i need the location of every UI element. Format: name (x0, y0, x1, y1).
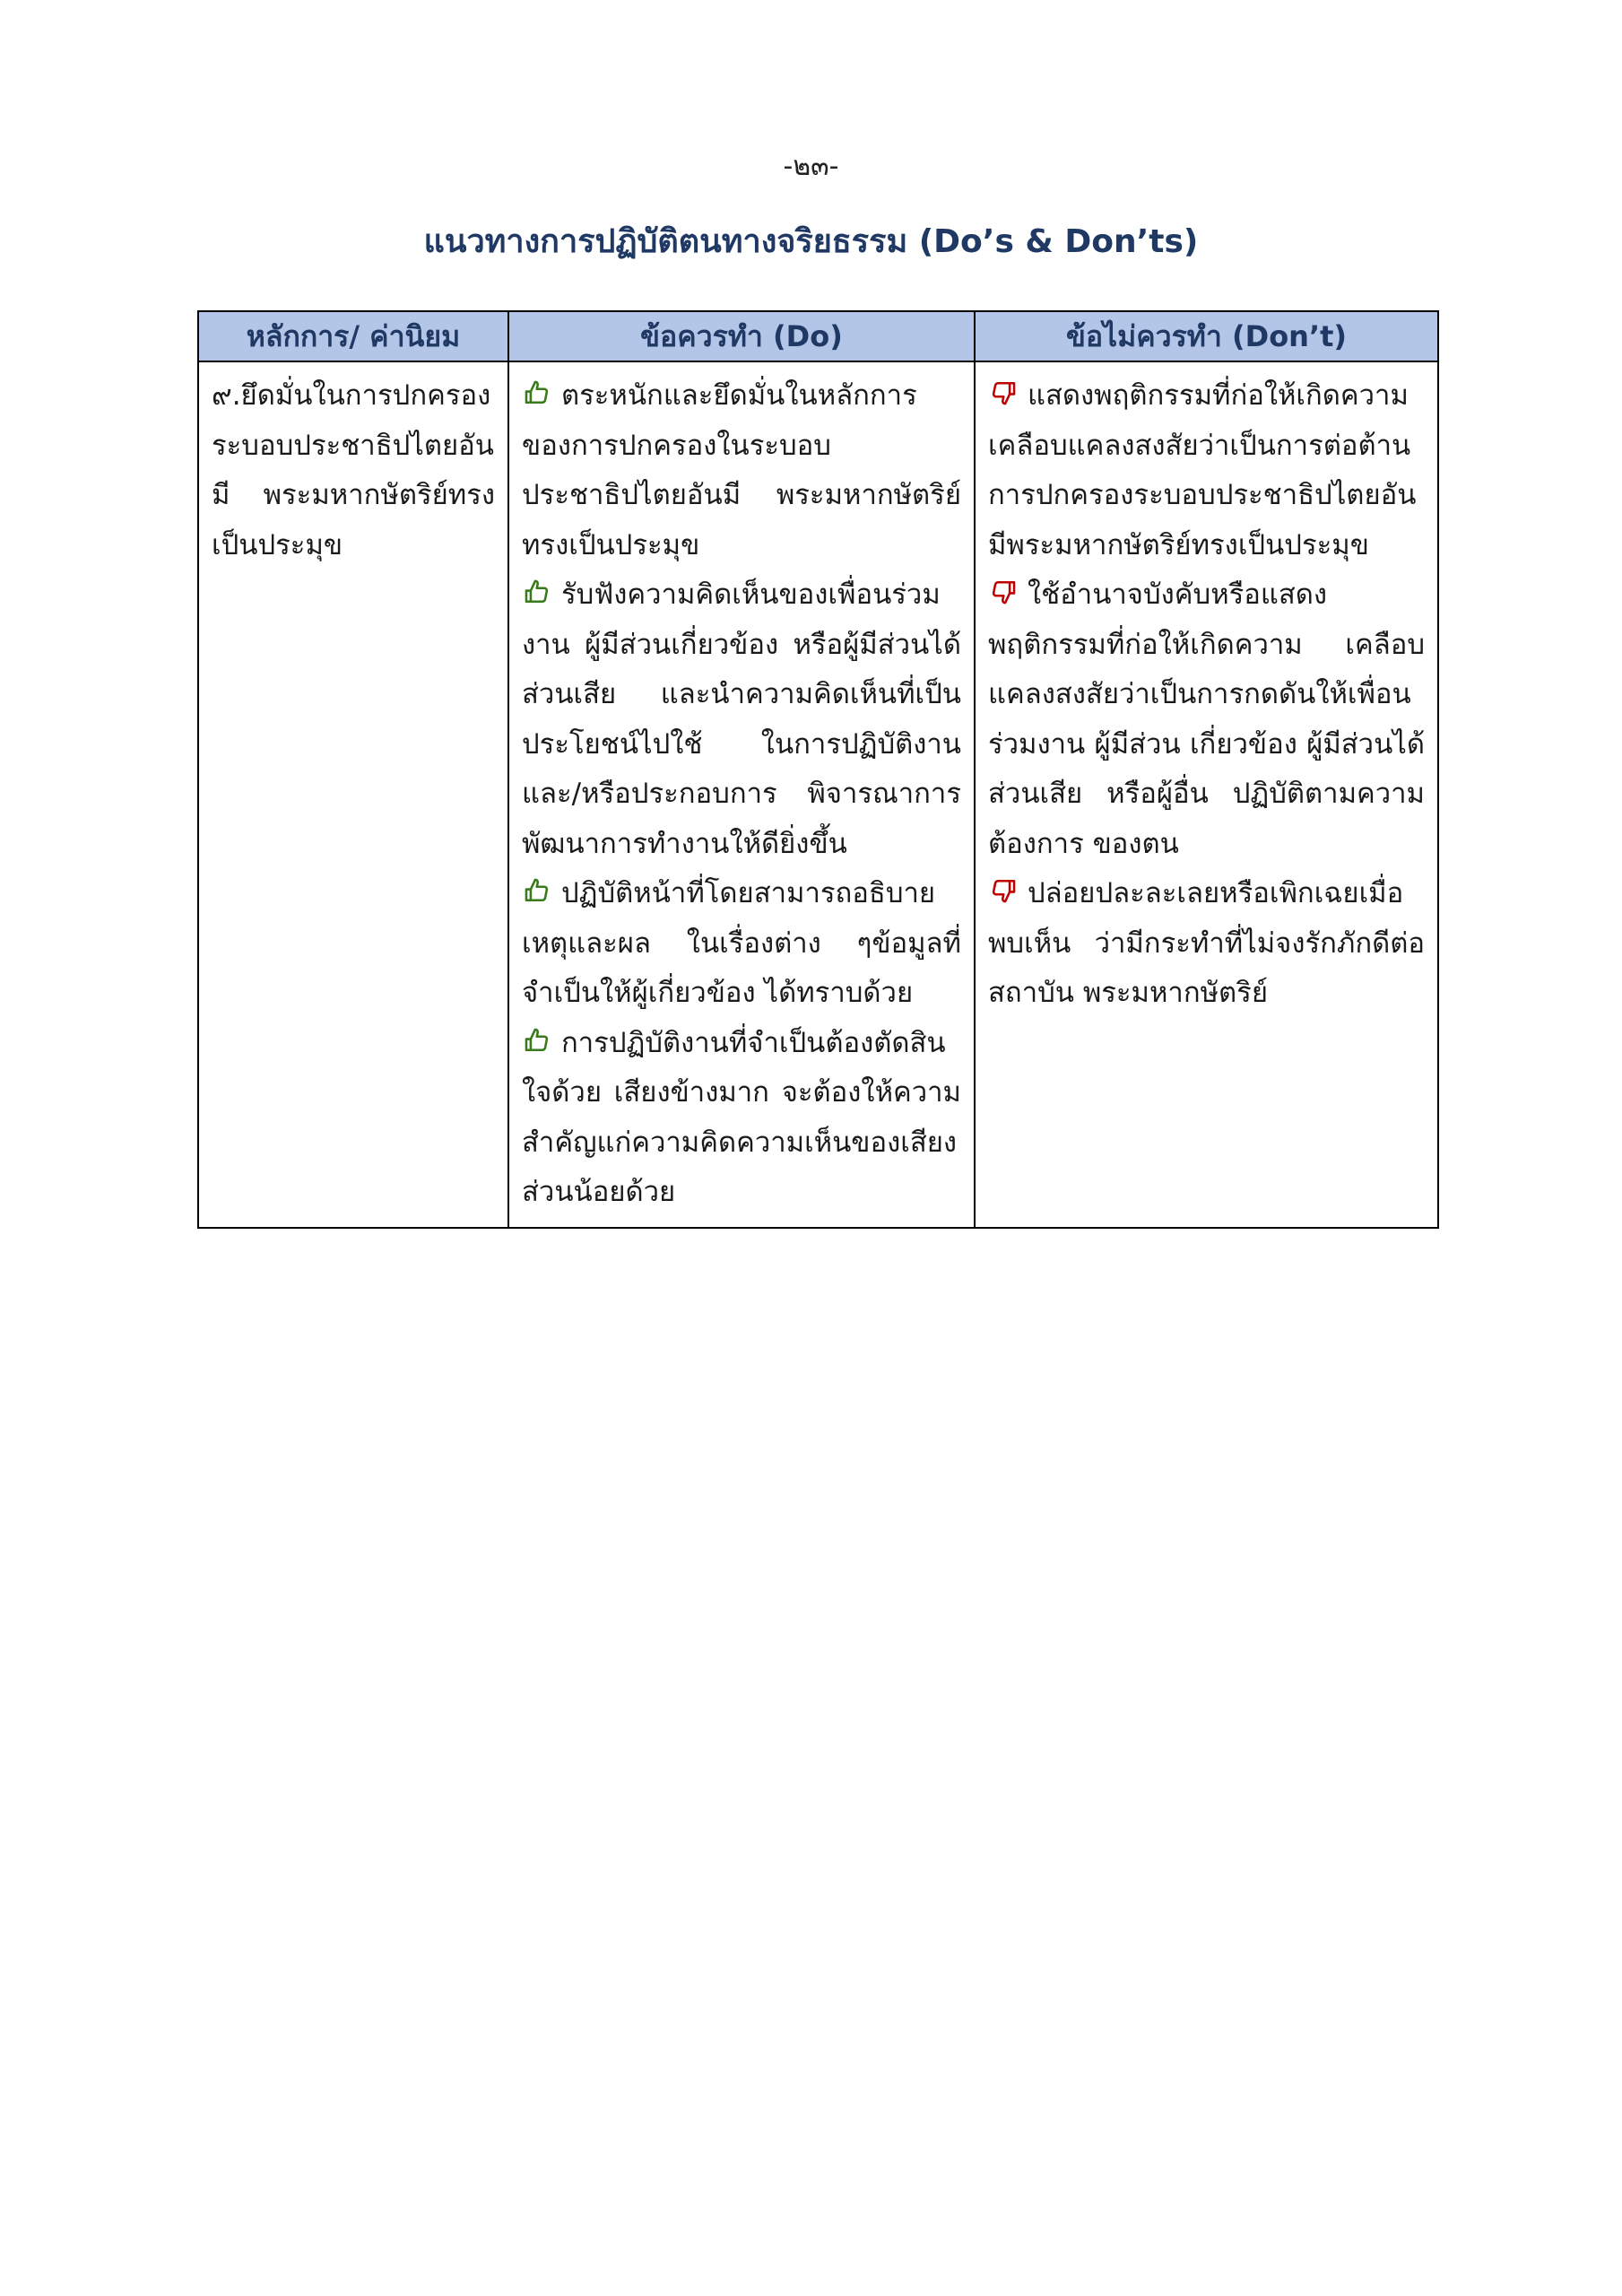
table-header-row (198, 311, 1438, 361)
do-item-text: การปฏิบัติงานที่จำเป็นต้องตัดสินใจด้วย เสียงข้างมาก จะต้องให้ความสำคัญแก่ความคิดความเห็นของเสียงส่วนน้อยด้วย (522, 1026, 961, 1208)
dont-item (988, 570, 1425, 869)
header-dont: ข้อไม่ควรทำ (Don’t) (975, 311, 1438, 361)
header-do: ข้อควรทำ (Do) (508, 311, 975, 361)
page-number: -๒๓- (783, 151, 839, 182)
thumbs-down-icon (988, 378, 1019, 408)
page-title: แนวทางการปฏิบัติตนทางจริยธรรม (Do’s & Don’ts) (423, 223, 1199, 260)
do-item-text: ตระหนักและยึดมั่นในหลักการของการปกครองในระบอบประชาธิปไตยอันมี พระมหากษัตริย์ทรงเป็นประมุข (522, 379, 961, 561)
do-item (522, 570, 961, 869)
principle-text: ๙.ยึดมั่นในการปกครองระบอบประชาธิปไตยอันมี พระมหากษัตริย์ทรงเป็นประมุข (212, 379, 495, 561)
header-principle: หลักการ/ ค่านิยม (198, 311, 508, 361)
dont-cell (975, 361, 1438, 1228)
thumbs-down-icon (988, 577, 1019, 607)
principle-cell (198, 361, 508, 1228)
thumbs-down-icon (988, 875, 1019, 906)
thumbs-up-icon (522, 1025, 552, 1056)
thumbs-up-icon (522, 577, 552, 607)
table-row (198, 361, 1438, 1228)
do-item (522, 371, 961, 570)
dont-item-text: แสดงพฤติกรรมที่ก่อให้เกิดความเคลือบแคลงสงสัยว่าเป็นการต่อต้านการปกครองระบอบประชาธิปไตยอันมีพระมหากษัตริย์ทรงเป็นประมุข (988, 379, 1417, 561)
thumbs-up-icon (522, 378, 552, 408)
dont-item (988, 371, 1425, 570)
ethics-table (197, 310, 1439, 1229)
do-cell (508, 361, 975, 1228)
do-item-text: รับฟังความคิดเห็นของเพื่อนร่วมงาน ผู้มีส่วนเกี่ยวข้อง หรือผู้มีส่วนได้ส่วนเสีย และนำความคิดเห็นที่เป็นประโยชน์ไปใช้ ในการปฏิบัติงานและ/หรือประกอบการ พิจารณาการพัฒนาการทำงานให้ดียิ่งขึ้น (522, 578, 961, 860)
dont-item-text: ใช้อำนาจบังคับหรือแสดงพฤติกรรมที่ก่อให้เกิดความ เคลือบแคลงสงสัยว่าเป็นการกดดันให้เพื่อนร่วมงาน ผู้มีส่วน เกี่ยวข้อง ผู้มีส่วนได้ส่วนเสีย หรือผู้อื่น ปฏิบัติตามความต้องการ ของตน (988, 578, 1425, 860)
dont-item-text: ปล่อยปละละเลยหรือเพิกเฉยเมื่อพบเห็น ว่ามีกระทำที่ไม่จงรักภักดีต่อสถาบัน พระมหากษัตริย์ (988, 877, 1425, 1009)
do-item-text: ปฏิบัติหน้าที่โดยสามารถอธิบายเหตุและผล ในเรื่องต่าง ๆข้อมูลที่จำเป็นให้ผู้เกี่ยวข้อง ได้ทราบด้วย (522, 877, 961, 1009)
do-item (522, 1019, 961, 1218)
do-item (522, 869, 961, 1019)
thumbs-up-icon (522, 875, 552, 906)
dont-item (988, 869, 1425, 1019)
